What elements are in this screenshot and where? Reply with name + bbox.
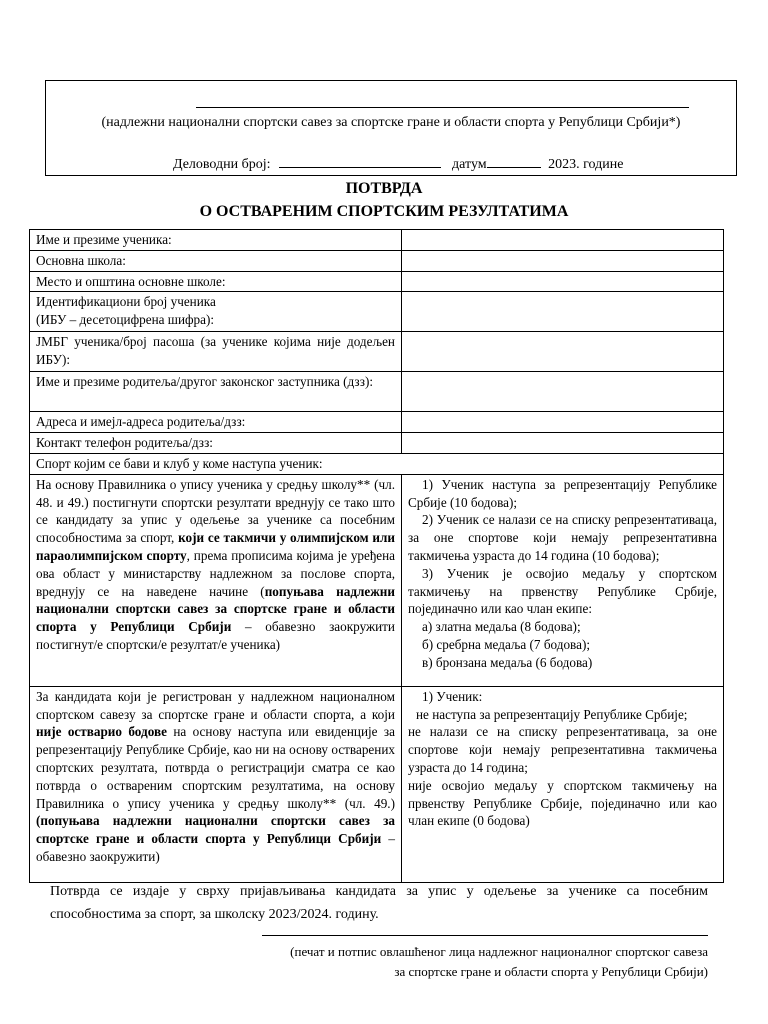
- field-value-jmbg[interactable]: [402, 332, 724, 372]
- section1-bold-2: попуњава надлежни национални спортски савез за спортске гране и области спорта у Републици Србији: [36, 583, 396, 635]
- field-label-student-name: Име и презиме ученика:: [30, 230, 402, 251]
- field-value-student-id[interactable]: [402, 292, 724, 332]
- document-title: ПОТВРДА: [345, 180, 423, 197]
- section2-description: [30, 686, 402, 882]
- date-label: датум: [452, 157, 487, 172]
- signature-caption-line1: (печат и потпис овлашћеног лица надлежног националног спортског савеза: [290, 944, 708, 959]
- field-value-primary-school[interactable]: [402, 250, 724, 271]
- section1-text-1: На основу Правилника о упису ученика у средњу школу** (чл. 48. и 49.) постигнути спортски резултати вреднују се тако што се кандидату за упис у одељење за ученике са посебним способностима за спорт,: [36, 476, 395, 546]
- form-table: [29, 229, 724, 883]
- section1-option-silver[interactable]: б) сребрна медаља (7 бодова);: [422, 636, 591, 652]
- field-value-school-location[interactable]: [402, 271, 724, 292]
- field-value-parent-address[interactable]: [402, 412, 724, 433]
- signature-line[interactable]: [262, 935, 708, 936]
- field-label-student-id-line1: Идентификациони број ученика: [36, 294, 216, 310]
- field-label-parent-phone: Контакт телефон родитеља/дзз:: [30, 433, 402, 454]
- federation-name-line[interactable]: [196, 107, 689, 108]
- reg-number-label: Деловодни број:: [173, 157, 271, 172]
- section1-option-3[interactable]: 3) Ученик је освојио медаљу у спортском такмичењу на првенству Републике Србије, појединачно или као члан екипе:: [408, 565, 717, 617]
- signature-caption-line2: за спортске гране и области спорта у Републици Србији): [394, 964, 708, 979]
- section1-option-bronze[interactable]: в) бронзана медаља (6 бодова): [422, 654, 593, 670]
- section1-option-2[interactable]: 2) Ученик се налази се на списку репрезентативаца, за оне спортове који немају репрезентативна такмичења узраста до 14 година (10 бодова);: [408, 512, 717, 563]
- federation-caption: (надлежни национални спортски савез за спортске гране и области спорта у Републици Србији*): [101, 115, 681, 130]
- header-box: [45, 80, 737, 176]
- section1-description: [30, 474, 402, 686]
- section2-bold-2: (попуњава надлежни национални спортски савез за спортске гране и области спорта у Републици Србији: [36, 813, 395, 847]
- section1-option-1[interactable]: 1) Ученик наступа за репрезентацију Републике Србије (10 бодова);: [408, 476, 717, 510]
- signature-caption: [228, 942, 708, 982]
- section1-option-gold[interactable]: а) златна медаља (8 бодова);: [422, 619, 581, 635]
- section2-bold-1: није остварио бодове: [36, 724, 167, 740]
- registration-row: [173, 155, 623, 173]
- sport-club-row[interactable]: Спорт којим се бави и клуб у коме наступа ученик:: [30, 453, 724, 474]
- field-value-student-name[interactable]: [402, 230, 724, 251]
- section1-text-3: – обавезно заокружити постигнут/е спортски/е резултат/е ученика): [36, 619, 395, 652]
- section2-text-3: – обавезно заокружити): [36, 831, 396, 864]
- section2-options: [402, 686, 724, 882]
- section1-text-2: , према прописима којима је уређена ова област у министарству надлежном за послове спорта, вреднују се на наведене начине (: [36, 547, 395, 599]
- field-label-student-id-line2: (ИБУ – десетоцифрена шифра):: [36, 312, 215, 328]
- section2-text-2: на основу наступа или евиденције за репрезентацију Републике Србије, као ни на основу остварених спортских резултата, потврда о регистрацији сматра се као потврда о оствареним спортским резултатима, на основу Правилника о упису ученика у средњу школу** (чл. 49.): [36, 724, 395, 811]
- issuance-statement: Потврда се издаје у сврху пријављивања кандидата за упис у одељење за ученике са посебним способностима за спорт, за школску 2023/2024. годину.: [50, 884, 708, 922]
- field-label-parent-address: Адреса и имејл-адреса родитеља/дзз:: [30, 412, 402, 433]
- document-subtitle: О ОСТВАРЕНИМ СПОРТСКИМ РЕЗУЛТАТИМА: [199, 203, 569, 220]
- section2-option-heading[interactable]: 1) Ученик:: [422, 688, 483, 704]
- field-label-jmbg: ЈМБГ ученика/број пасоша (за ученике којима није додељен ИБУ):: [30, 332, 402, 372]
- reg-number-field[interactable]: [279, 155, 441, 168]
- field-label-student-id: [30, 292, 402, 332]
- field-label-primary-school: Основна школа:: [30, 250, 402, 271]
- section2-text-1: За кандидата који је регистрован у надлежном националном спортском савезу за спортске гране и области спорта, а који: [36, 688, 395, 722]
- field-value-parent-phone[interactable]: [402, 433, 724, 454]
- field-value-parent-name[interactable]: [402, 372, 724, 412]
- section1-bold-1: који се такмичи у олимпијском или параолимпијском спорту: [36, 530, 395, 563]
- section2-option-no-medal[interactable]: није освојио медаљу у спортском такмичењу на првенству Републике Србије, појединачно или као члан екипе (0 бодова): [408, 777, 717, 829]
- date-field[interactable]: [487, 155, 541, 168]
- field-label-parent-name: Име и презиме родитеља/другог законског заступника (дзз):: [30, 372, 402, 412]
- section1-options: [402, 474, 724, 686]
- field-label-school-location: Место и општина основне школе:: [30, 271, 402, 292]
- year-text: 2023. године: [548, 157, 624, 172]
- section2-option-not-national-team[interactable]: не наступа за репрезентацију Републике Србије;: [416, 706, 688, 722]
- section2-option-not-listed[interactable]: не налази се на списку репрезентативаца, за оне спортове који немају репрезентативна такмичења узраста до 14 година;: [408, 724, 717, 775]
